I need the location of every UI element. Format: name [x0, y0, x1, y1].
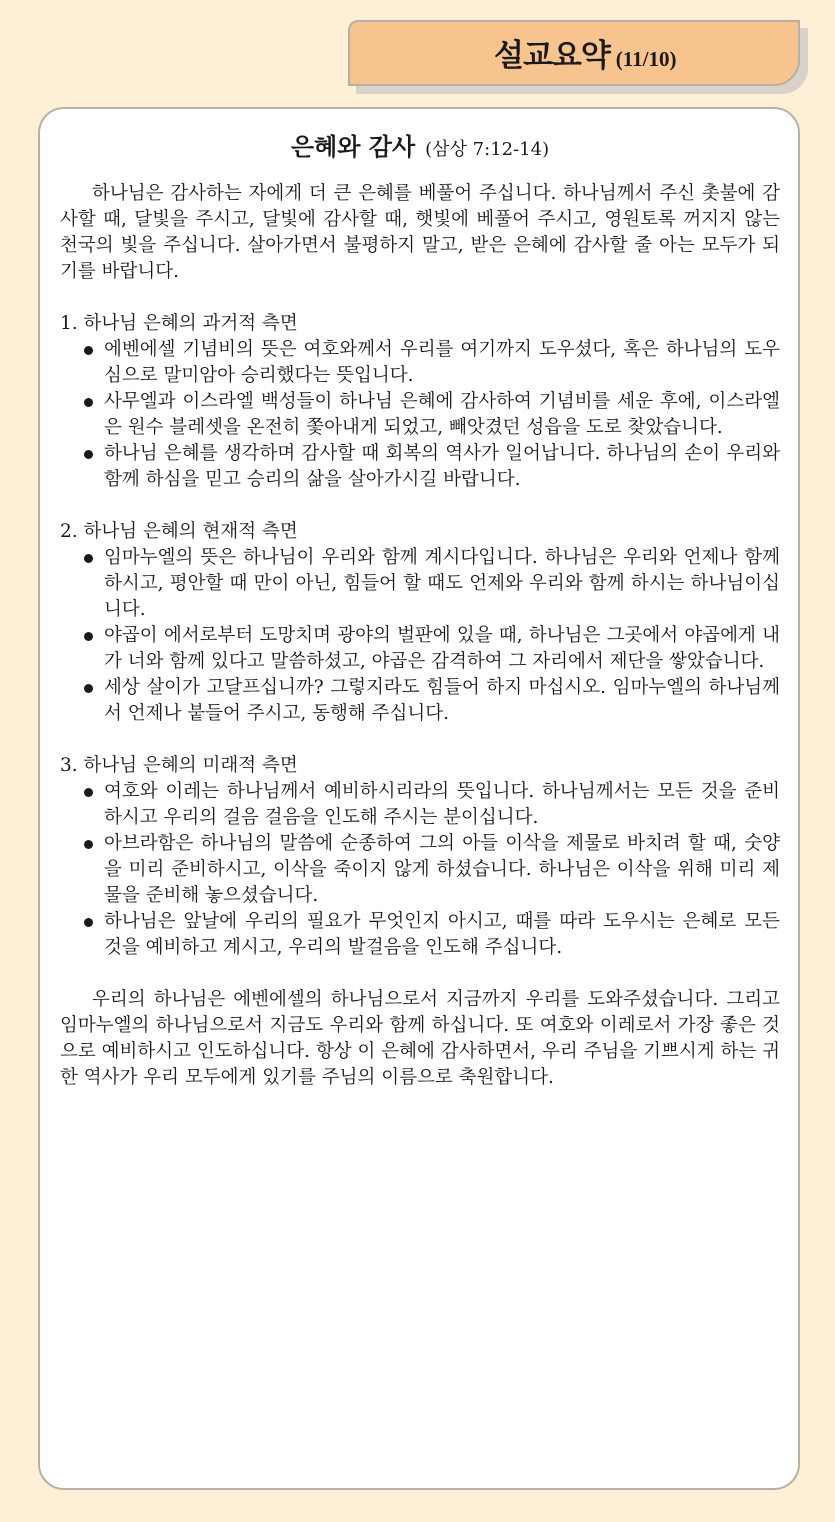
- bullet-item: 야곱이 에서로부터 도망치며 광야의 벌판에 있을 때, 하나님은 그곳에서 야곱에게 내가 너와 함께 있다고 말씀하셨고, 야곱은 감격하여 그 자리에서 제단을 쌓았습니다.: [60, 623, 780, 675]
- bullet-item: 임마누엘의 뜻은 하나님이 우리와 함께 계시다입니다. 하나님은 우리와 언제나 함께 하시고, 평안할 때 만이 아닌, 힘들어 할 때도 언제와 우리와 함께 하시는 하나님이십니다.: [60, 545, 780, 623]
- section-heading: 3. 하나님 은혜의 미래적 측면: [60, 755, 298, 776]
- intro-paragraph: 하나님은 감사하는 자에게 더 큰 은혜를 베풀어 주십니다. 하나님께서 주신 촛불에 감사할 때, 달빛을 주시고, 달빛에 감사할 때, 햇빛에 베풀어 주시고, 영원토록 꺼지지 않는 천국의 빛을 주십니다. 살아가면서 불평하지 말고, 받은 은혜에 감사할 줄 아는 모두가 되기를 바랍니다.: [60, 183, 780, 282]
- bullet-list: [60, 545, 780, 727]
- header-title: [494, 36, 676, 79]
- bullet-item: 여호와 이레는 하나님께서 예비하시리라의 뜻입니다. 하나님께서는 모든 것을 준비하시고 우리의 걸음 걸음을 인도해 주시는 분이십니다.: [60, 779, 780, 831]
- bullet-item: 하나님 은혜를 생각하며 감사할 때 회복의 역사가 일어납니다. 하나님의 손이 우리와 함께 하심을 믿고 승리의 삶을 살아가시길 바랍니다.: [60, 441, 780, 493]
- bullet-list: [60, 779, 780, 961]
- section-present: [60, 519, 780, 727]
- bullet-item: 아브라함은 하나님의 말씀에 순종하여 그의 아들 이삭을 제물로 바치려 할 때, 숫양을 미리 준비하시고, 이삭을 죽이지 않게 하셨습니다. 하나님은 이삭을 위해 미리 제물을 준비해 놓으셨습니다.: [60, 831, 780, 909]
- sermon-title: 은혜와 감사: [290, 133, 416, 161]
- bullet-item: 에벤에셀 기념비의 뜻은 여호와께서 우리를 여기까지 도우셨다, 혹은 하나님의 도우심으로 말미암아 승리했다는 뜻입니다.: [60, 337, 780, 389]
- bullet-list: [60, 337, 780, 493]
- bullet-item: 사무엘과 이스라엘 백성들이 하나님 은혜에 감사하여 기념비를 세운 후에, 이스라엘은 원수 블레셋을 온전히 쫓아내게 되었고, 빼앗겼던 성읍을 도로 찾았습니다.: [60, 389, 780, 441]
- header-title-text: 설교요약: [494, 38, 610, 74]
- header-date: (11/10): [615, 47, 677, 71]
- section-future: [60, 753, 780, 961]
- scripture-reference: (삼상 7:12-14): [425, 139, 550, 160]
- closing-paragraph: 우리의 하나님은 에벤에셀의 하나님으로서 지금까지 우리를 도와주셨습니다. 그리고 임마누엘의 하나님으로서 지금도 우리와 함께 하십니다. 또 여호와 이레로서 가장 좋은 것으로 예비하시고 인도하십니다. 항상 이 은혜에 감사하면서, 우리 주님을 기쁘시게 하는 귀한 역사가 우리 모두에게 있기를 주님의 이름으로 축원합니다.: [60, 989, 780, 1088]
- sermon-title-row: [60, 134, 780, 163]
- section-heading: 1. 하나님 은혜의 과거적 측면: [60, 313, 298, 334]
- bullet-item: 세상 살이가 고달프십니까? 그렇지라도 힘들어 하지 마십시오. 임마누엘의 하나님께서 언제나 붙들어 주시고, 동행해 주십니다.: [60, 675, 780, 727]
- bullet-item: 하나님은 앞날에 우리의 필요가 무엇인지 아시고, 때를 따라 도우시는 은혜로 모든 것을 예비하고 계시고, 우리의 발걸음을 인도해 주십니다.: [60, 909, 780, 961]
- section-past: [60, 311, 780, 493]
- sermon-content: [60, 130, 780, 1091]
- section-heading: 2. 하나님 은혜의 현재적 측면: [60, 521, 298, 542]
